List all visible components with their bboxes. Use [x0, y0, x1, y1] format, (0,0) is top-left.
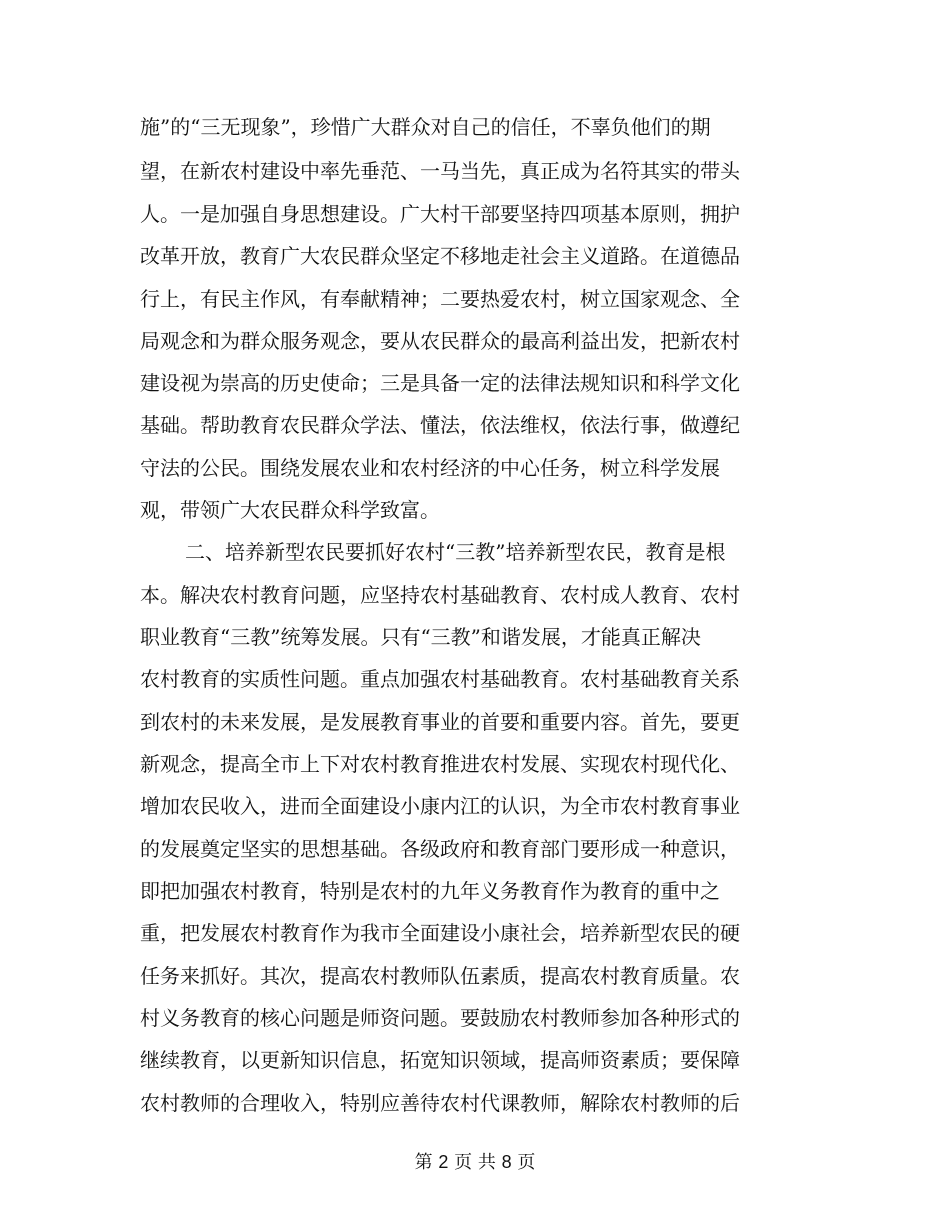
text-line: 增加农民收入，进而全面建设小康内江的认识，为全市农村教育事业 — [140, 794, 740, 818]
text-line: 继续教育，以更新知识信息，拓宽知识领域，提高师资素质；要保障 — [140, 1048, 740, 1072]
page-number: 2 — [438, 1152, 449, 1172]
page-footer — [0, 1150, 950, 1175]
text-line: 重，把发展农村教育作为我市全面建设小康社会，培养新型农民的硬 — [140, 921, 740, 945]
text-line: 观，带领广大农民群众科学致富。 — [140, 498, 440, 522]
text-line: 建设视为崇高的历史使命；三是具备一定的法律法规知识和科学文化 — [140, 371, 740, 395]
text-line: 人。一是加强自身思想建设。广大村干部要坚持四项基本原则，拥护 — [140, 202, 740, 226]
footer-middle: 页 共 — [454, 1152, 496, 1173]
text-line: 任务来抓好。其次，提高农村教师队伍素质，提高农村教育质量。农 — [140, 964, 740, 988]
text-line: 农村教育的实质性问题。重点加强农村基础教育。农村基础教育关系 — [140, 667, 740, 691]
footer-suffix: 页 — [517, 1152, 536, 1173]
text-line: 基础。帮助教育农民群众学法、懂法，依法维权，依法行事，做遵纪 — [140, 413, 740, 437]
section-heading-line: 二、培养新型农民要抓好农村“三教”培养新型农民，教育是根 — [185, 540, 726, 564]
footer-prefix: 第 — [414, 1152, 433, 1173]
text-line: 施”的“三无现象”，珍惜广大群众对自己的信任，不辜负他们的期 — [140, 115, 711, 139]
text-line: 的发展奠定坚实的思想基础。各级政府和教育部门要形成一种意识， — [140, 837, 740, 861]
text-line: 改革开放，教育广大农民群众坚定不移地走社会主义道路。在道德品 — [140, 244, 740, 268]
text-line: 新观念，提高全市上下对农村教育推进农村发展、实现农村现代化、 — [140, 752, 740, 776]
text-line: 职业教育“三教”统筹发展。只有“三教”和谐发展，才能真正解决 — [140, 625, 701, 649]
text-line: 行上，有民主作风，有奉献精神；二要热爱农村，树立国家观念、全 — [140, 287, 740, 311]
text-line: 本。解决农村教育问题，应坚持农村基础教育、农村成人教育、农村 — [140, 583, 740, 607]
text-line: 村义务教育的核心问题是师资问题。要鼓励农村教师参加各种形式的 — [140, 1006, 740, 1030]
text-line: 农村教师的合理收入，特别应善待农村代课教师，解除农村教师的后 — [140, 1091, 740, 1115]
text-line: 守法的公民。围绕发展农业和农村经济的中心任务，树立科学发展 — [140, 456, 720, 480]
total-pages: 8 — [501, 1152, 512, 1172]
text-line: 望，在新农村建设中率先垂范、一马当先，真正成为名符其实的带头 — [140, 159, 740, 183]
text-line: 到农村的未来发展，是发展教育事业的首要和重要内容。首先，要更 — [140, 710, 740, 734]
text-line: 局观念和为群众服务观念，要从农民群众的最高利益出发，把新农村 — [140, 329, 740, 353]
text-line: 即把加强农村教育，特别是农村的九年义务教育作为教育的重中之 — [140, 879, 720, 903]
